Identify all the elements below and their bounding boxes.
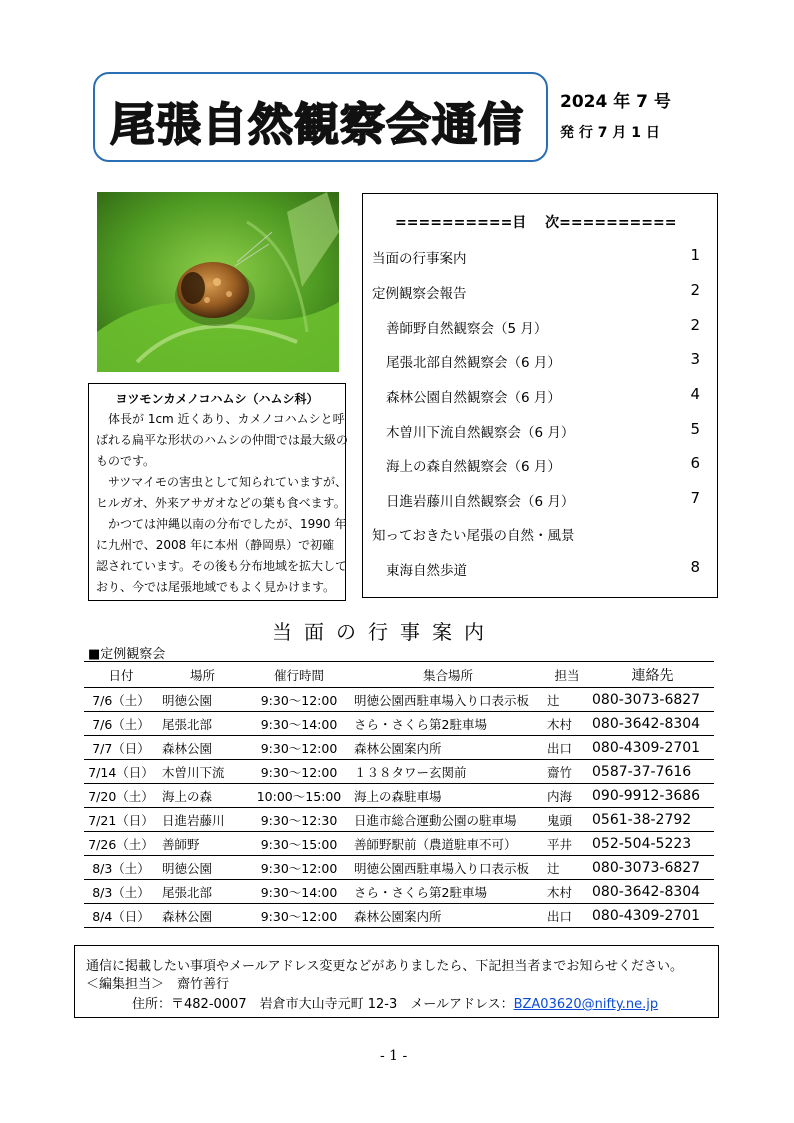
cell-contact: 090-9912-3686 bbox=[588, 784, 714, 808]
page-number: - 1 - bbox=[380, 1048, 408, 1064]
cell-meeting-point: 善師野駅前（農道駐車不可） bbox=[350, 832, 543, 856]
cell-time: 10:00～15:00 bbox=[248, 784, 350, 808]
header-time: 催行時間 bbox=[248, 662, 350, 688]
cell-staff: 内海 bbox=[543, 784, 588, 808]
cell-staff: 辻 bbox=[543, 688, 588, 712]
caption-line: かつては沖縄以南の分布でしたが、1990 年 bbox=[108, 517, 347, 531]
toc-item-label: 日進岩藤川自然観察会（6 月） bbox=[386, 494, 575, 510]
cell-place: 明徳公園 bbox=[158, 688, 248, 712]
toc-heading: ==========目 次========== bbox=[395, 215, 677, 231]
cell-meeting-point: 明徳公園西駐車場入り口表示板 bbox=[350, 688, 543, 712]
cell-staff: 齋竹 bbox=[543, 760, 588, 784]
cell-meeting-point: 森林公園案内所 bbox=[350, 736, 543, 760]
table-row bbox=[84, 832, 714, 856]
cell-date: 7/14（日） bbox=[84, 760, 158, 784]
cell-contact: 080-3073-6827 bbox=[588, 688, 714, 712]
cell-contact: 080-4309-2701 bbox=[588, 904, 714, 928]
cell-place: 明徳公園 bbox=[158, 856, 248, 880]
cell-staff: 木村 bbox=[543, 880, 588, 904]
table-header-row bbox=[84, 662, 714, 688]
cell-date: 8/4（日） bbox=[84, 904, 158, 928]
cell-contact: 080-3642-8304 bbox=[588, 712, 714, 736]
table-row bbox=[84, 880, 714, 904]
toc-item-page: 2 bbox=[690, 281, 700, 299]
toc-item-page: 4 bbox=[690, 385, 700, 403]
caption-line: サツマイモの害虫として知られていますが、 bbox=[108, 475, 348, 489]
cell-date: 8/3（土） bbox=[84, 880, 158, 904]
cell-place: 尾張北部 bbox=[158, 880, 248, 904]
cell-place: 尾張北部 bbox=[158, 712, 248, 736]
table-row bbox=[84, 736, 714, 760]
cell-place: 日進岩藤川 bbox=[158, 808, 248, 832]
cell-meeting-point: さら・さくら第2駐車場 bbox=[350, 712, 543, 736]
cell-time: 9:30～12:00 bbox=[248, 904, 350, 928]
email-link[interactable]: BZA03620@nifty.ne.jp bbox=[513, 997, 659, 1012]
toc-item-page: 7 bbox=[690, 489, 700, 507]
toc-item-page: 1 bbox=[690, 246, 700, 264]
cell-time: 9:30～14:00 bbox=[248, 712, 350, 736]
cell-contact: 0587-37-7616 bbox=[588, 760, 714, 784]
cell-date: 7/6（土） bbox=[84, 712, 158, 736]
toc-item-page: 6 bbox=[690, 454, 700, 472]
toc-item-page: 3 bbox=[690, 350, 700, 368]
toc-item-page: 5 bbox=[690, 420, 700, 438]
cell-place: 海上の森 bbox=[158, 784, 248, 808]
cell-contact: 080-3642-8304 bbox=[588, 880, 714, 904]
cell-time: 9:30～12:30 bbox=[248, 808, 350, 832]
cell-meeting-point: 日進市総合運動公園の駐車場 bbox=[350, 808, 543, 832]
header-staff: 担当 bbox=[543, 662, 588, 688]
editor-line: ＜編集担当＞ 齋竹善行 bbox=[86, 977, 230, 992]
header-date: 日付 bbox=[84, 662, 158, 688]
cell-time: 9:30～12:00 bbox=[248, 760, 350, 784]
cell-staff: 出口 bbox=[543, 904, 588, 928]
cell-contact: 052-504-5223 bbox=[588, 832, 714, 856]
caption-line: ばれる扁平な形状のハムシの仲間では最大級の bbox=[96, 433, 349, 447]
toc-item-label: 東海自然歩道 bbox=[386, 563, 467, 579]
table-row bbox=[84, 760, 714, 784]
cell-place: 森林公園 bbox=[158, 736, 248, 760]
cell-meeting-point: １３８タワー玄関前 bbox=[350, 760, 543, 784]
toc-item-label: 森林公園自然観察会（6 月） bbox=[386, 390, 561, 406]
toc-item-label: 海上の森自然観察会（6 月） bbox=[386, 459, 561, 475]
cell-date: 7/26（土） bbox=[84, 832, 158, 856]
caption-line: ものです。 bbox=[96, 454, 156, 468]
caption-line: おり、今では尾張地域でもよく見かけます。 bbox=[96, 580, 336, 594]
cell-place: 森林公園 bbox=[158, 904, 248, 928]
cell-contact: 0561-38-2792 bbox=[588, 808, 714, 832]
caption-title: ヨツモンカメノコハムシ（ハムシ科） bbox=[115, 392, 319, 406]
caption-line: ヒルガオ、外来アサガオなどの葉も食べます。 bbox=[96, 496, 346, 510]
cell-date: 7/21（日） bbox=[84, 808, 158, 832]
toc-item-label: 善師野自然観察会（5 月） bbox=[386, 321, 548, 337]
cell-meeting-point: 海上の森駐車場 bbox=[350, 784, 543, 808]
toc-item-label: 知っておきたい尾張の自然・風景 bbox=[372, 528, 575, 544]
cell-time: 9:30～12:00 bbox=[248, 736, 350, 760]
beetle-photo bbox=[97, 192, 339, 372]
cell-time: 9:30～12:00 bbox=[248, 688, 350, 712]
cell-time: 9:30～15:00 bbox=[248, 832, 350, 856]
issue-date: 発 行 7 月 1 日 bbox=[560, 125, 660, 141]
cell-date: 8/3（土） bbox=[84, 856, 158, 880]
cell-meeting-point: 森林公園案内所 bbox=[350, 904, 543, 928]
cell-time: 9:30～12:00 bbox=[248, 856, 350, 880]
address-line bbox=[132, 993, 658, 1012]
table-row bbox=[84, 688, 714, 712]
section-title: 当面の行事案内 bbox=[272, 620, 496, 644]
table-row bbox=[84, 856, 714, 880]
newsletter-title: 尾張自然観察会通信 bbox=[110, 98, 525, 151]
cell-meeting-point: 明徳公園西駐車場入り口表示板 bbox=[350, 856, 543, 880]
toc-item-page: 2 bbox=[690, 316, 700, 334]
cell-date: 7/7（日） bbox=[84, 736, 158, 760]
table-row bbox=[84, 808, 714, 832]
cell-time: 9:30～14:00 bbox=[248, 880, 350, 904]
cell-contact: 080-4309-2701 bbox=[588, 736, 714, 760]
beetle-photo-image bbox=[97, 192, 339, 372]
section-subtitle: ■定例観察会 bbox=[88, 647, 166, 662]
header-contact: 連絡先 bbox=[588, 662, 714, 688]
cell-place: 善師野 bbox=[158, 832, 248, 856]
address-text: 住所：〒482-0007 岩倉市大山寺元町 12-3 メールアドレス： bbox=[132, 997, 514, 1012]
schedule-table bbox=[84, 661, 714, 928]
header-place: 場所 bbox=[158, 662, 248, 688]
cell-meeting-point: さら・さくら第2駐車場 bbox=[350, 880, 543, 904]
cell-staff: 辻 bbox=[543, 856, 588, 880]
table-row bbox=[84, 904, 714, 928]
toc-item-page: 8 bbox=[690, 558, 700, 576]
issue-number: 2024 年 7 号 bbox=[560, 92, 671, 112]
cell-contact: 080-3073-6827 bbox=[588, 856, 714, 880]
caption-line: 体長が 1cm 近くあり、カメノコハムシと呼 bbox=[108, 412, 345, 426]
cell-staff: 木村 bbox=[543, 712, 588, 736]
caption-line: 認されています。その後も分布地域を拡大して bbox=[96, 559, 348, 573]
header-meeting-point: 集合場所 bbox=[350, 662, 543, 688]
table-row bbox=[84, 784, 714, 808]
cell-date: 7/20（土） bbox=[84, 784, 158, 808]
cell-staff: 平井 bbox=[543, 832, 588, 856]
cell-staff: 出口 bbox=[543, 736, 588, 760]
cell-date: 7/6（土） bbox=[84, 688, 158, 712]
toc-item-label: 木曽川下流自然観察会（6 月） bbox=[386, 425, 575, 441]
cell-place: 木曽川下流 bbox=[158, 760, 248, 784]
cell-staff: 鬼頭 bbox=[543, 808, 588, 832]
toc-item-label: 定例観察会報告 bbox=[372, 286, 467, 302]
table-row bbox=[84, 712, 714, 736]
note-text: 通信に掲載したい事項やメールアドレス変更などがありましたら、下記担当者までお知らせください。 bbox=[86, 959, 683, 974]
caption-line: に九州で、2008 年に本州（静岡県）で初確 bbox=[96, 538, 335, 552]
toc-item-label: 尾張北部自然観察会（6 月） bbox=[386, 355, 561, 371]
toc-item-label: 当面の行事案内 bbox=[372, 251, 467, 267]
